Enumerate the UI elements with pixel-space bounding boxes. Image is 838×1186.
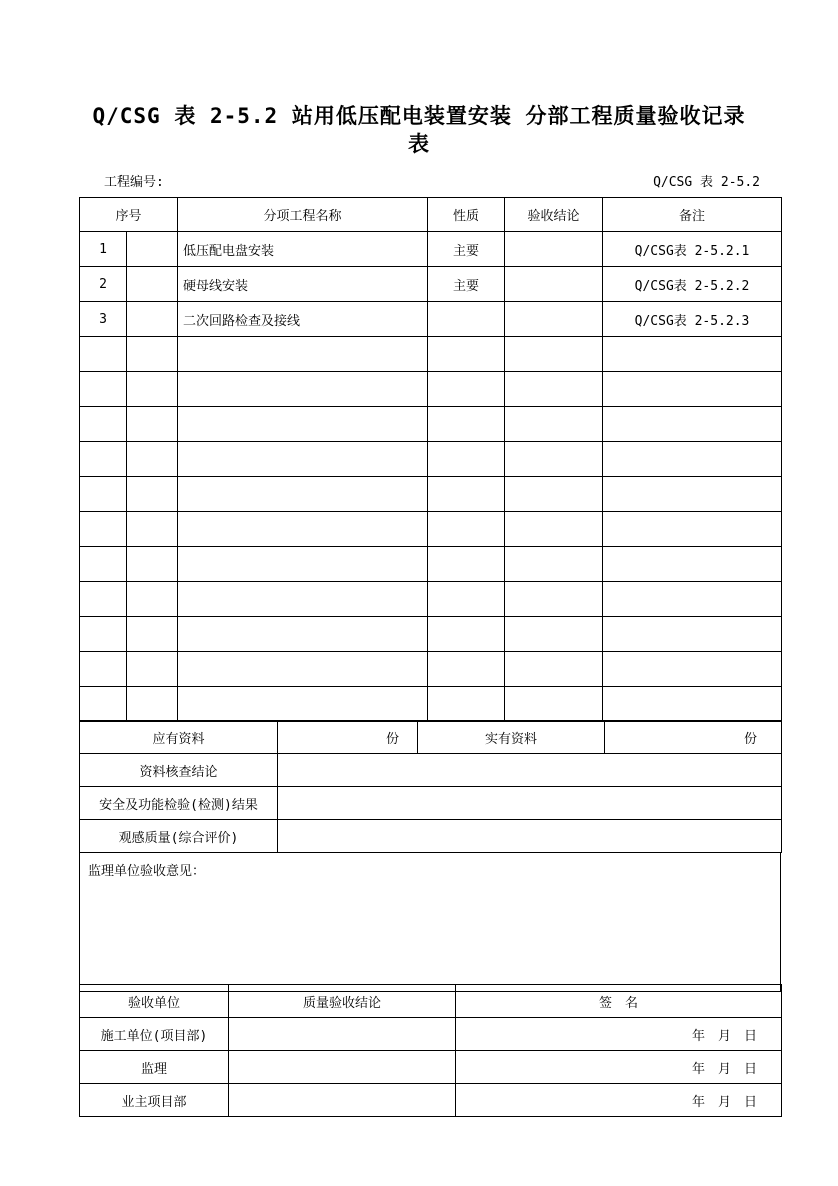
cell-nature — [428, 512, 505, 547]
cell-seq — [80, 652, 127, 687]
cell-subitem-name — [178, 337, 428, 372]
cell-subitem-name — [178, 547, 428, 582]
cell-sub-seq — [127, 512, 178, 547]
cell-nature — [428, 442, 505, 477]
signoff-row — [80, 1018, 782, 1051]
header-conclusion: 验收结论 — [505, 198, 603, 232]
subitem-row — [80, 652, 782, 687]
cell-remark — [603, 652, 782, 687]
signoff-conclusion-cell — [229, 1018, 456, 1051]
cell-sub-seq — [127, 442, 178, 477]
actual-docs-unit-cell: 份 — [605, 721, 782, 754]
required-docs-unit-cell: 份 — [278, 721, 418, 754]
cell-nature — [428, 687, 505, 722]
cell-sub-seq — [127, 687, 178, 722]
cell-seq: 2 — [80, 267, 127, 302]
cell-acceptance-conclusion — [505, 232, 603, 267]
cell-seq: 3 — [80, 302, 127, 337]
signoff-unit-cell: 业主项目部 — [80, 1084, 229, 1117]
cell-subitem-name — [178, 512, 428, 547]
subitem-row — [80, 372, 782, 407]
documents-summary-table — [79, 720, 782, 853]
subitem-table-body — [80, 232, 782, 722]
cell-subitem-name — [178, 617, 428, 652]
signoff-header-signature: 签 名 — [456, 985, 782, 1018]
page-title — [40, 102, 798, 158]
page-title-line2: 表 — [408, 132, 430, 156]
subitem-table — [79, 197, 782, 722]
signoff-date-cell: 年 月 日 — [456, 1051, 782, 1084]
signoff-conclusion-cell — [229, 1051, 456, 1084]
required-docs-label: 应有资料 — [80, 721, 278, 754]
cell-nature — [428, 617, 505, 652]
cell-sub-seq — [127, 302, 178, 337]
cell-remark — [603, 547, 782, 582]
signoff-date-cell: 年 月 日 — [456, 1018, 782, 1051]
subitem-row — [80, 337, 782, 372]
header-remark: 备注 — [603, 198, 782, 232]
cell-subitem-name — [178, 652, 428, 687]
supervisor-opinion-label: 监理单位验收意见： — [80, 853, 781, 992]
cell-remark — [603, 407, 782, 442]
signoff-table-body — [80, 1018, 782, 1117]
cell-nature: 主要 — [428, 232, 505, 267]
appearance-quality-row — [80, 820, 782, 853]
cell-nature — [428, 372, 505, 407]
subitem-row — [80, 267, 782, 302]
cell-remark — [603, 337, 782, 372]
cell-seq — [80, 547, 127, 582]
cell-seq — [80, 582, 127, 617]
cell-sub-seq — [127, 582, 178, 617]
cell-acceptance-conclusion — [505, 337, 603, 372]
signoff-table — [79, 984, 782, 1117]
signoff-unit-cell: 施工单位(项目部) — [80, 1018, 229, 1051]
appearance-quality-label: 观感质量(综合评价) — [80, 820, 278, 853]
cell-seq: 1 — [80, 232, 127, 267]
cell-subitem-name — [178, 442, 428, 477]
cell-sub-seq — [127, 372, 178, 407]
cell-remark — [603, 582, 782, 617]
cell-seq — [80, 337, 127, 372]
cell-acceptance-conclusion — [505, 372, 603, 407]
cell-seq — [80, 477, 127, 512]
cell-acceptance-conclusion — [505, 582, 603, 617]
cell-nature — [428, 652, 505, 687]
cell-acceptance-conclusion — [505, 617, 603, 652]
cell-nature — [428, 337, 505, 372]
cell-nature: 主要 — [428, 267, 505, 302]
cell-acceptance-conclusion — [505, 512, 603, 547]
actual-docs-label: 实有资料 — [418, 721, 605, 754]
cell-seq — [80, 372, 127, 407]
signoff-unit-cell: 监理 — [80, 1051, 229, 1084]
cell-subitem-name: 低压配电盘安装 — [178, 232, 428, 267]
cell-subitem-name — [178, 582, 428, 617]
cell-subitem-name: 二次回路检查及接线 — [178, 302, 428, 337]
subitem-row — [80, 512, 782, 547]
cell-sub-seq — [127, 652, 178, 687]
cell-seq — [80, 512, 127, 547]
signoff-date-cell: 年 月 日 — [456, 1084, 782, 1117]
cell-remark — [603, 477, 782, 512]
docs-check-label: 资料核查结论 — [80, 754, 278, 787]
cell-nature — [428, 582, 505, 617]
subitem-row — [80, 232, 782, 267]
cell-remark — [603, 512, 782, 547]
signoff-header-row — [80, 985, 782, 1018]
cell-remark — [603, 372, 782, 407]
cell-subitem-name — [178, 687, 428, 722]
safety-check-value-cell — [278, 787, 782, 820]
cell-subitem-name — [178, 477, 428, 512]
subitem-row — [80, 617, 782, 652]
safety-check-row — [80, 787, 782, 820]
cell-acceptance-conclusion — [505, 267, 603, 302]
signoff-header-conclusion: 质量验收结论 — [229, 985, 456, 1018]
cell-nature — [428, 302, 505, 337]
signoff-conclusion-cell — [229, 1084, 456, 1117]
header-name: 分项工程名称 — [178, 198, 428, 232]
cell-sub-seq — [127, 547, 178, 582]
cell-seq — [80, 407, 127, 442]
appearance-quality-value-cell — [278, 820, 782, 853]
form-code: Q/CSG 表 2-5.2 — [653, 175, 760, 190]
cell-remark — [603, 442, 782, 477]
subitem-row — [80, 302, 782, 337]
docs-count-row — [80, 721, 782, 754]
subitem-row — [80, 477, 782, 512]
cell-acceptance-conclusion — [505, 477, 603, 512]
cell-remark: Q/CSG表 2-5.2.1 — [603, 232, 782, 267]
cell-sub-seq — [127, 267, 178, 302]
cell-sub-seq — [127, 337, 178, 372]
cell-acceptance-conclusion — [505, 407, 603, 442]
cell-nature — [428, 547, 505, 582]
signoff-row — [80, 1051, 782, 1084]
cell-seq — [80, 617, 127, 652]
docs-check-row — [80, 754, 782, 787]
cell-remark — [603, 617, 782, 652]
cell-sub-seq — [127, 617, 178, 652]
header-nature: 性质 — [428, 198, 505, 232]
signoff-header-unit: 验收单位 — [80, 985, 229, 1018]
cell-subitem-name — [178, 372, 428, 407]
cell-acceptance-conclusion — [505, 652, 603, 687]
cell-nature — [428, 407, 505, 442]
supervisor-opinion-row — [80, 853, 781, 992]
cell-acceptance-conclusion — [505, 687, 603, 722]
subitem-row — [80, 582, 782, 617]
cell-remark: Q/CSG表 2-5.2.3 — [603, 302, 782, 337]
docs-check-value-cell — [278, 754, 782, 787]
safety-check-label: 安全及功能检验(检测)结果 — [80, 787, 278, 820]
cell-seq — [80, 687, 127, 722]
page-title-line1: Q/CSG 表 2-5.2 站用低压配电装置安装 分部工程质量验收记录 — [92, 104, 746, 128]
cell-sub-seq — [127, 407, 178, 442]
signoff-row — [80, 1084, 782, 1117]
project-number-label: 工程编号: — [104, 175, 164, 190]
cell-remark — [603, 687, 782, 722]
cell-acceptance-conclusion — [505, 442, 603, 477]
cell-sub-seq — [127, 477, 178, 512]
cell-sub-seq — [127, 232, 178, 267]
cell-acceptance-conclusion — [505, 547, 603, 582]
subitem-table-header-row — [80, 198, 782, 232]
cell-subitem-name: 硬母线安装 — [178, 267, 428, 302]
subitem-row — [80, 407, 782, 442]
cell-remark: Q/CSG表 2-5.2.2 — [603, 267, 782, 302]
subitem-row — [80, 442, 782, 477]
subitem-row — [80, 687, 782, 722]
supervisor-opinion-block — [79, 852, 781, 992]
cell-nature — [428, 477, 505, 512]
header-seq: 序号 — [80, 198, 178, 232]
subitem-row — [80, 547, 782, 582]
cell-acceptance-conclusion — [505, 302, 603, 337]
cell-seq — [80, 442, 127, 477]
cell-subitem-name — [178, 407, 428, 442]
